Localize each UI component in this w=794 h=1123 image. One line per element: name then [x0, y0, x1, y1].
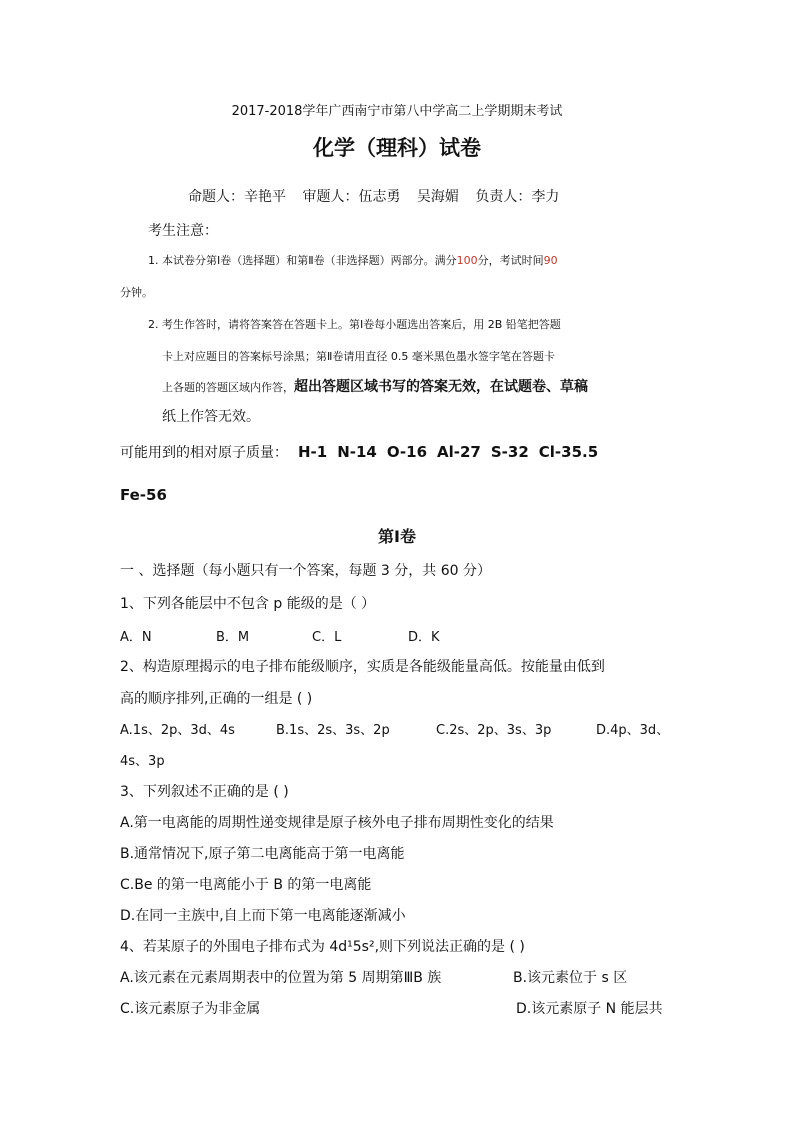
q1-option-b: B．M [216, 630, 250, 645]
question-4-stem: 4、若某原子的外围电子排布式为 4d¹5s²,则下列说法正确的是 ( ) [120, 939, 525, 955]
volume-title: 第Ⅰ卷 [378, 527, 416, 546]
q2-option-d: D.4p、3d、 [596, 723, 670, 738]
q2-option-c: C.2s、2p、3s、3p [436, 723, 552, 738]
question-3-stem: 3、下列叙述不正确的是 ( ) [120, 784, 289, 800]
section-heading: 一 、选择题（每小题只有一个答案，每题 3 分，共 60 分） [120, 563, 491, 579]
q4-option-d: D.该元素原子 N 能层共 [516, 1001, 663, 1017]
notice-item-2-line-1: 2. 考生作答时，请将答案答在答题卡上。第Ⅰ卷每小题选出答案后，用 2B 铅笔把答题 [148, 318, 561, 331]
mass-cl: Cl-35.5 [538, 443, 599, 461]
q1-option-a: A．N [120, 630, 152, 645]
q2-option-a: A.1s、2p、3d、4s [120, 723, 235, 738]
q3-option-b: B.通常情况下,原子第二电离能高于第一电离能 [120, 846, 405, 862]
q4-option-a: A.该元素在元素周期表中的位置为第 5 周期第ⅢB 族 [120, 970, 442, 986]
q1-option-d: D．K [408, 630, 440, 645]
q2-option-b: B.1s、2s、3s、2p [276, 723, 390, 738]
q3-option-d: D.在同一主族中,自上而下第一电离能逐渐减小 [120, 908, 406, 924]
mass-o: O-16 [386, 443, 428, 461]
notice-heading: 考生注意： [148, 223, 218, 239]
notice-item-2-line-2: 卡上对应题目的答案标号涂黑；第Ⅱ卷请用直径 0.5 毫米黑色墨水签字笔在答题卡 [162, 350, 555, 363]
exam-title: 化学（理科）试卷 [313, 136, 481, 160]
atomic-mass-label: 可能用到的相对原子质量： [120, 445, 288, 461]
notice-item-2-line-4: 纸上作答无效。 [162, 409, 260, 425]
mass-h: H-1 [298, 443, 328, 461]
authors-line [188, 186, 571, 206]
q4-option-c: C.该元素原子为非金属 [120, 1001, 261, 1017]
q2-option-d-cont: 4s、3p [120, 754, 165, 769]
question-1-stem: 1、下列各能层中不包含 p 能级的是（ ） [120, 596, 376, 612]
author-setter: 命题人：辛艳平 [188, 189, 286, 205]
notice-item-1-cont: 分钟。 [120, 286, 153, 299]
atomic-mass-line [120, 442, 598, 462]
question-1-options [120, 626, 504, 645]
exam-school-line: 2017-2018学年广西南宁市第八中学高二上学期期末考试 [231, 104, 563, 119]
exam-time: 90 [543, 254, 558, 267]
q1-option-c: C．L [312, 630, 342, 645]
notice-item-1-text: 1. 本试卷分第Ⅰ卷（选择题）和第Ⅱ卷（非选择题）两部分。满分 [148, 254, 457, 267]
notice-item-1 [148, 252, 558, 268]
author-reviewer-1: 审题人：伍志勇 [302, 189, 401, 205]
notice-item-2-line-3 [162, 376, 588, 396]
notice-item-2-line-3a: 上各题的答题区域内作答， [162, 381, 294, 394]
mass-n: N-14 [337, 443, 377, 461]
notice-item-1-mid: 分，考试时间 [477, 254, 544, 267]
q4-option-b: B.该元素位于 s 区 [513, 970, 628, 986]
author-reviewer-2: 吴海媚 [416, 189, 459, 205]
mass-fe: Fe-56 [120, 486, 167, 504]
mass-s: S-32 [490, 443, 529, 461]
q3-option-a: A.第一电离能的周期性递变规律是原子核外电子排布周期性变化的结果 [120, 815, 554, 831]
author-responsible: 负责人：李力 [475, 189, 560, 205]
full-score: 100 [456, 254, 478, 267]
notice-item-2-line-3b: 超出答题区域书写的答案无效，在试题卷、草稿 [294, 379, 588, 395]
question-2-stem-line-2: 高的顺序排列,正确的一组是 ( ) [120, 691, 313, 707]
question-2-stem-line-1: 2、构造原理揭示的电子排布能级顺序，实质是各能级能量高低。按能量由低到 [120, 659, 605, 675]
q3-option-c: C.Be 的第一电离能小于 B 的第一电离能 [120, 877, 372, 893]
mass-al: Al-27 [437, 443, 481, 461]
